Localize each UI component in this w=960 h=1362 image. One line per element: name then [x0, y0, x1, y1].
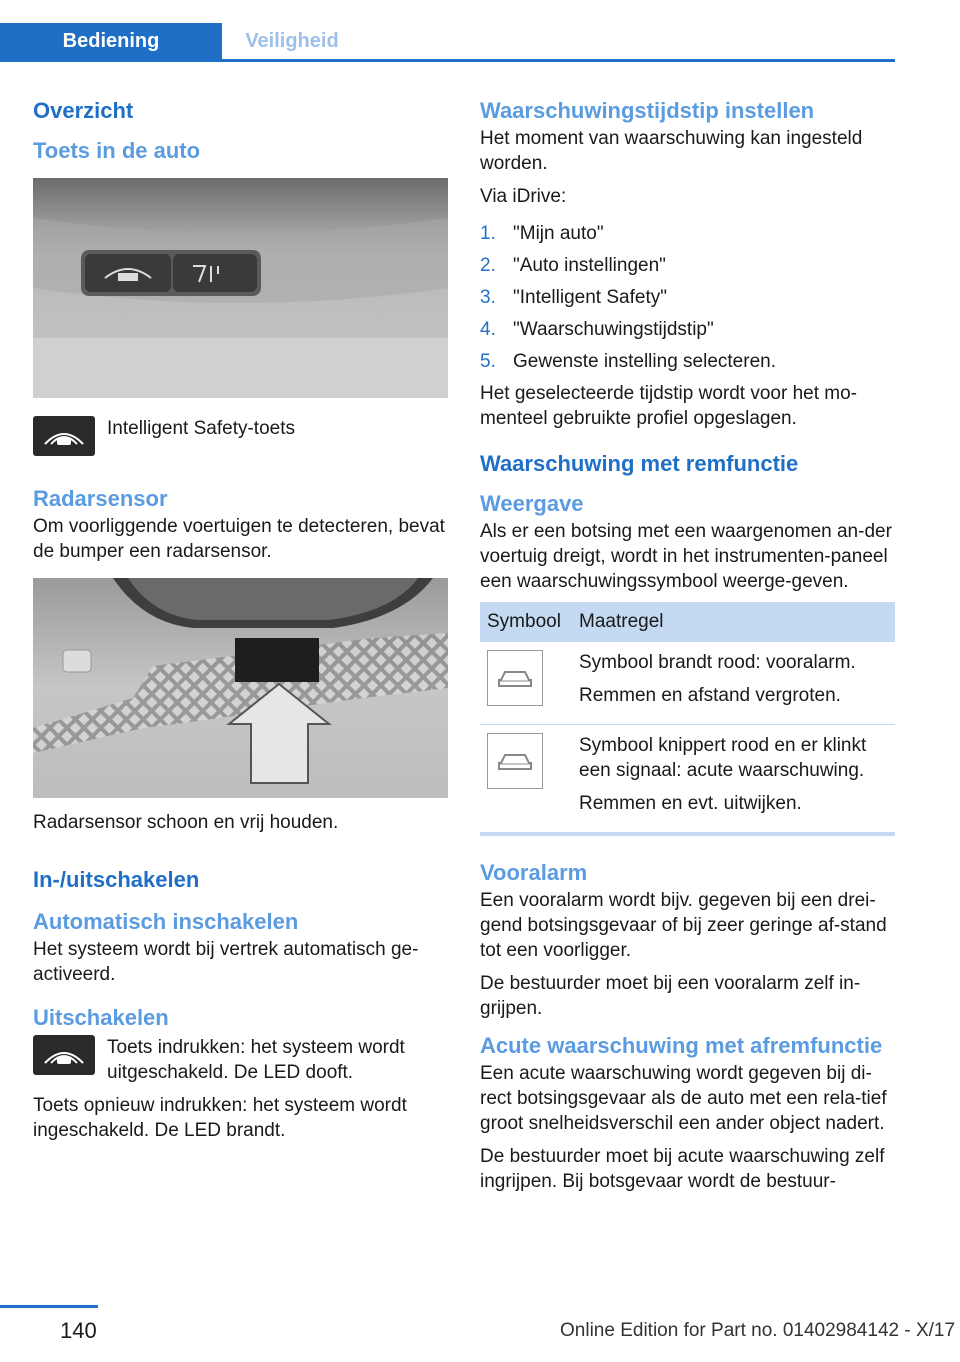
intelligent-safety-icon: [33, 1035, 95, 1075]
radar-text: Om voorliggende voertuigen te detecteren, bevat de bumper een radarsensor.: [33, 516, 445, 562]
heading-acute: Acute waarschuwing met afremfunctie: [480, 1033, 883, 1058]
col-symbool: Symbool: [480, 602, 572, 642]
heading-automatisch: Automatisch inschakelen: [33, 909, 299, 934]
list-item: 1. "Mijn auto": [480, 223, 604, 244]
list-item: 5. Gewenste instelling selecteren.: [480, 351, 776, 372]
edition-note: Online Edition for Part no. 01402984142 - X/17: [560, 1320, 956, 1341]
car-warning-icon: [487, 650, 543, 706]
radar-clean: Radarsensor schoon en vrij houden.: [33, 812, 339, 833]
right-column: [480, 96, 895, 1202]
off-icon-text: Toets indrukken: het systeem wordt uitgeschakeld. De LED dooft.: [107, 1037, 405, 1083]
off-row: [33, 1035, 448, 1093]
safety-button-legend: [33, 416, 448, 456]
col-maatregel: Maatregel: [572, 602, 895, 642]
heading-uitschakelen: Uitschakelen: [33, 1005, 169, 1030]
list-item: 2. "Auto instellingen": [480, 255, 666, 276]
via-idrive: Via iDrive:: [480, 186, 567, 207]
table-row: [480, 642, 895, 725]
heading-vooralarm: Vooralarm: [480, 860, 588, 885]
heading-remfunctie: Waarschuwing met remfunctie: [480, 451, 799, 476]
acute-text2: De bestuurder moet bij acute waarschuwing zelf ingrijpen. Bij botsgevaar wordt de bestuur-: [480, 1146, 885, 1192]
intelligent-safety-icon: [33, 416, 95, 456]
saved-text: Het geselecteerde tijdstip wordt voor het mo-menteel gebruikte profiel opgeslagen.: [480, 383, 858, 429]
warn-time-text: Het moment van waarschuwing kan ingesteld worden.: [480, 128, 863, 174]
heading-toets: Toets in de auto: [33, 138, 201, 163]
bumper-photo-image: [33, 578, 448, 798]
section-tabs: [0, 0, 895, 62]
symbol-table: [480, 602, 895, 836]
heading-waarschuwingstijdstip: Waarschuwingstijdstip instellen: [480, 98, 815, 123]
button-caption: Intelligent Safety-toets: [107, 418, 295, 439]
heading-overzicht: Overzicht: [33, 98, 134, 123]
heading-radarsensor: Radarsensor: [33, 486, 168, 511]
tab-divider: [0, 59, 895, 62]
display-text: Als er een botsing met een waargenomen an-der voertuig dreigt, wordt in het instrumenten-paneel een waarschuwingssymbool weerge-geven.: [480, 521, 892, 592]
tab-bediening[interactable]: Bediening: [0, 23, 222, 60]
button-photo-image: [33, 178, 448, 398]
row1-line2: Remmen en afstand vergroten.: [579, 685, 841, 706]
bumper-photo: [33, 578, 448, 798]
pre-text1: Een vooralarm wordt bijv. gegeven bij een drei-gend botsingsgevaar of bij zeer geringe af-stand tot een voorligger.: [480, 890, 887, 961]
acute-text1: Een acute waarschuwing wordt gegeven bij di-rect botsingsgevaar als de auto met een rela-tief groot snelheidsverschil een ander object nadert.: [480, 1063, 887, 1134]
auto-text: Het systeem wordt bij vertrek automatisch ge-activeerd.: [33, 939, 419, 985]
page-number: 140: [60, 1318, 97, 1343]
row2-line2: Remmen en evt. uitwijken.: [579, 793, 802, 814]
car-warning-icon: [487, 733, 543, 789]
heading-weergave: Weergave: [480, 491, 584, 516]
table-row: [480, 725, 895, 835]
row2-line1: Symbool knippert rood en er klinkt een signaal: acute waarschuwing.: [579, 735, 867, 781]
off-text: Toets opnieuw indrukken: het systeem wordt ingeschakeld. De LED brandt.: [33, 1095, 407, 1141]
tab-veiligheid[interactable]: Veiligheid: [245, 30, 339, 52]
heading-in-uitschakelen: In-/uitschakelen: [33, 867, 200, 892]
left-column: [33, 96, 448, 1151]
button-photo: [33, 178, 448, 398]
row1-line1: Symbool brandt rood: vooralarm.: [579, 652, 856, 673]
footer-divider: [0, 1305, 98, 1308]
idrive-steps: [480, 221, 895, 374]
pre-text2: De bestuurder moet bij een vooralarm zelf in-grijpen.: [480, 973, 861, 1019]
list-item: 3. "Intelligent Safety": [480, 287, 667, 308]
list-item: 4. "Waarschuwingstijdstip": [480, 319, 714, 340]
